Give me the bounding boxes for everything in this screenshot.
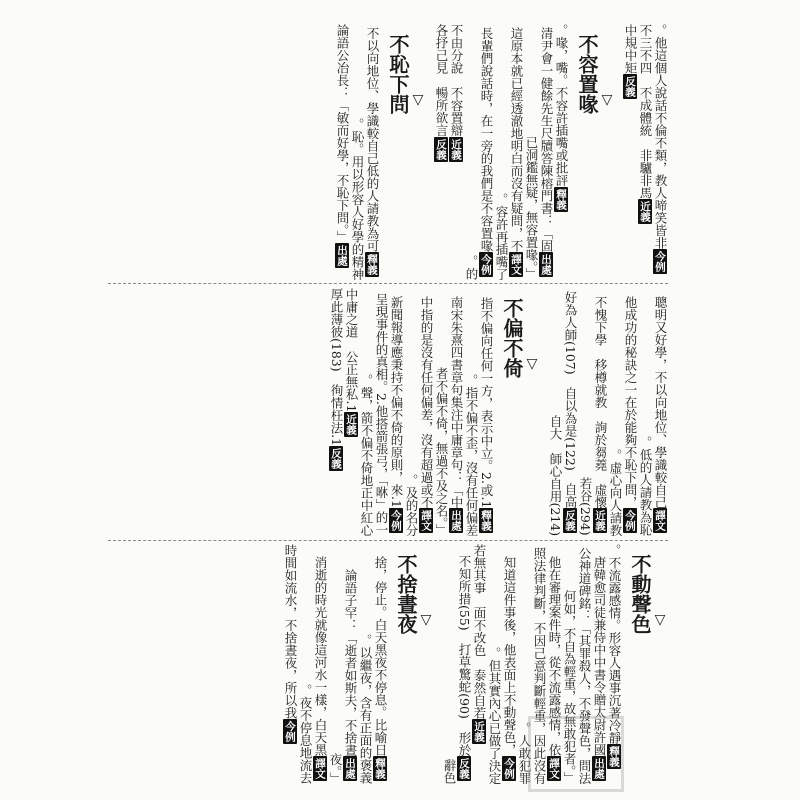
entry-source: 出處清尹會一健餘先生尺牘答陳榕門書：「固已洞鑑無疑，無容置喙。」 — [524, 27, 554, 280]
divider — [108, 540, 668, 541]
entry-antonym: 反義1.厚此薄彼(183) 徇情枉法 — [329, 288, 344, 470]
entry-headword: ▽ 不動聲色 — [628, 554, 668, 634]
tag-antonym: 反義 — [330, 448, 342, 470]
entry-example: 今例他成功的秘訣之一在於能夠不恥下問，虛心向人請教。 — [608, 295, 638, 536]
entry-synonym: 近義1.中庸之道 公正無私 — [344, 288, 359, 436]
tag-source: 出處 — [344, 758, 356, 779]
entry-synonym: 近義不三不四 不成體統 非驢非馬 — [638, 24, 653, 222]
entry-headword: ▽ 不偏不倚 — [500, 298, 540, 378]
tag-translation: 譯文 — [420, 510, 432, 531]
entry-definition: 釋義不流露感情。形容人遇事沉著冷靜。 — [607, 544, 622, 767]
entry-definition: 釋義1.指不偏向任何一方，表示中立。2.或指不偏不歪，沒有任何偏差。 — [464, 296, 494, 536]
band-top — [108, 24, 668, 280]
entry-definition: 釋義捨，停止。白天黑夜不停息。比喻日以繼夜，含有正面的褒義。 — [358, 556, 388, 784]
tag-antonym: 反義 — [624, 76, 636, 97]
entry-source: 出處唐韓愈司徒兼侍中中書令贈太尉許國公神道碑銘：「其罪殺人，不發聲色，問法何如，不自為輕重，故無敢犯者。」 — [562, 546, 607, 784]
entry-antonym: 反義各抒己見 暢所欲言 — [434, 24, 449, 160]
triangle-down-icon: ▽ — [418, 612, 434, 628]
entry-example: 今例1.新聞報導應秉持不偏不倚的原則，來呈現事件的真相。2.他搭箭張弓，「咻」的一聲，箭不偏不倚地正中紅心。 — [359, 292, 404, 536]
tag-synonym: 近義 — [450, 138, 462, 160]
tag-example: 今例 — [480, 254, 492, 275]
tag-example: 今例 — [284, 721, 296, 742]
tag-antonym: 反義 — [435, 138, 447, 160]
tag-source: 出處 — [450, 510, 462, 531]
tag-synonym: 近義 — [594, 510, 606, 531]
entry-synonym: 近義不愧下學 移樽就教 詢於芻蕘 虛懷若谷(294) — [578, 295, 608, 536]
tag-synonym: 近義 — [639, 201, 651, 222]
entry-headword: ▽ 不容置喙 — [575, 34, 615, 114]
entry-example: 今例時間如流水，不捨晝夜，所以我 — [283, 544, 298, 742]
tag-example: 今例 — [503, 758, 515, 779]
entry-definition: 釋義喙，嘴。不容許插嘴或批評。 — [554, 24, 569, 210]
tag-definition: 釋義 — [480, 510, 492, 531]
tag-translation: 譯文 — [510, 254, 522, 275]
entry-source: 出處南宋朱熹四書章句集注中庸章句：「中者不偏不倚，無過不及之名。」 — [434, 295, 464, 536]
tag-translation: 譯文 — [548, 758, 560, 779]
entry-definition: 釋義不以向地位、學識較自己低的人請教為可恥。用以形容人好學的精神。 — [350, 27, 380, 280]
tag-translation: 譯文 — [654, 510, 666, 531]
entry-translation: 譯文這原本就已經透澈地明白而沒有疑問，不容許再插嘴了。 — [494, 27, 524, 280]
triangle-down-icon: ▽ — [410, 92, 426, 108]
tag-definition: 釋義 — [374, 758, 386, 779]
entry-synonym: 近義不由分說 不容置辯 — [449, 24, 464, 160]
triangle-down-icon: ▽ — [652, 612, 668, 628]
entry-example: 今例他這個人說話不倫不類，教人啼笑皆非。 — [653, 24, 668, 272]
entry-translation: 譯文他在審理案件時，從不流露感情，依照法律判斷，不因己意判斷輕重，因此沒有人敢犯罪。 — [517, 546, 562, 784]
tag-definition: 釋義 — [608, 746, 620, 767]
triangle-down-icon: ▽ — [599, 92, 615, 108]
entry-synonym: 近義若無其事 面不改色 泰然自若 — [472, 544, 487, 742]
entry-antonym: 反義好為人師(107) 自以為是(122) 自高自大 師心自用(214) — [548, 290, 578, 536]
entry-example: 今例長輩們說話時，在一旁的我們是不容置喙的。 — [464, 27, 494, 280]
tag-source: 出處 — [336, 244, 348, 266]
triangle-down-icon: ▽ — [524, 356, 540, 372]
entry-headword: ▽ 不恥下問 — [386, 34, 426, 114]
entry-translation: 譯文消逝的時光就像這河水一樣，白天黑夜不停息地流去。 — [298, 556, 328, 784]
tag-definition: 釋義 — [366, 254, 378, 275]
entry-example: 今例知道這件事後，他表面上不動聲色，但其實內心已做了決定。 — [487, 556, 517, 784]
tag-antonym: 反義 — [564, 510, 576, 531]
tag-example: 今例 — [654, 251, 666, 272]
tag-example: 今例 — [624, 510, 636, 531]
tag-synonym: 近義 — [473, 721, 485, 742]
entry-source: 出處論語公冶長：「敏而好學，不恥下問。」 — [335, 24, 350, 266]
tag-antonym: 反義 — [458, 758, 470, 779]
entry-translation: 譯文聰明又好學，不以向地位、學識較自己低的人請教為恥。 — [638, 295, 668, 536]
entry-source: 出處論語子罕：「逝者如斯夫，不捨晝夜。」 — [328, 568, 358, 784]
tag-synonym: 近義 — [345, 414, 357, 436]
band-middle — [108, 288, 668, 536]
tag-translation: 譯文 — [314, 758, 326, 779]
tag-source: 出處 — [593, 758, 605, 779]
entry-headword: ▽ 不捨晝夜 — [394, 554, 434, 634]
tag-definition: 釋義 — [555, 188, 567, 210]
tag-example: 今例 — [390, 510, 402, 531]
watermark-stamp — [528, 716, 624, 792]
tag-source: 出處 — [540, 254, 552, 275]
divider — [108, 283, 668, 284]
entry-translation: 譯文中指的是沒有任何偏差，沒有超過或不及的名分。 — [404, 295, 434, 536]
entry-antonym: 反義不知所措(55) 打草驚蛇(90) 形於辭色 — [442, 554, 472, 784]
entry-antonym: 反義中規中矩 — [623, 24, 638, 97]
